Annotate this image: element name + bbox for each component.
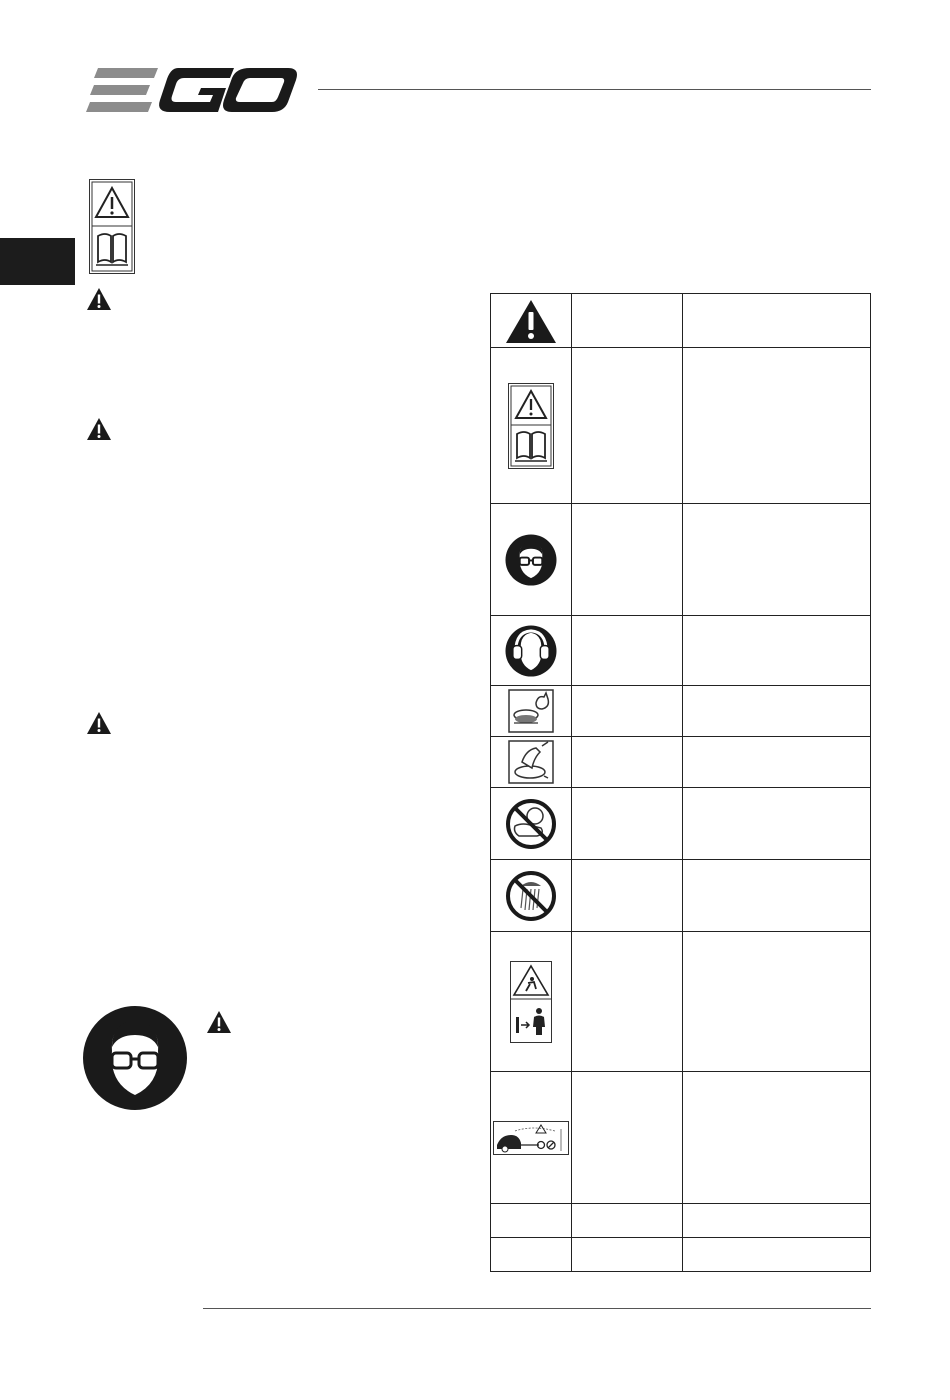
symbols-table [490, 293, 871, 1272]
explanation-cell [683, 294, 871, 348]
table-row [491, 860, 871, 932]
explanation-cell [683, 616, 871, 686]
bystander-hazard-icon [508, 689, 554, 733]
symbol-cell [491, 348, 572, 504]
table-row [491, 737, 871, 788]
keep-bystanders-away-label-icon [510, 961, 552, 1043]
table-row [491, 932, 871, 1072]
table-row [491, 616, 871, 686]
symbol-cell [491, 860, 572, 932]
language-tab [0, 238, 75, 285]
thrown-objects-icon [508, 740, 554, 784]
symbol-cell [491, 932, 572, 1072]
symbol-cell [491, 686, 572, 737]
header-rule [318, 89, 871, 90]
wear-eye-protection-icon [82, 1005, 188, 1111]
explanation-cell [683, 1204, 871, 1238]
symbol-name-cell [572, 686, 683, 737]
symbol-name-cell [572, 1238, 683, 1272]
no-hands-feet-near-blade-icon [505, 798, 557, 850]
symbol-cell [491, 294, 572, 348]
symbol-cell [491, 1204, 572, 1238]
table-row [491, 788, 871, 860]
symbol-cell [491, 504, 572, 616]
explanation-cell [683, 737, 871, 788]
symbol-name-cell [572, 788, 683, 860]
table-row [491, 294, 871, 348]
symbol-name-cell [572, 1204, 683, 1238]
wear-ear-protection-icon [505, 625, 557, 677]
symbol-name-cell [572, 504, 683, 616]
table-row [491, 348, 871, 504]
warning-icon [86, 287, 112, 311]
explanation-cell [683, 686, 871, 737]
read-manual-label-icon [89, 179, 135, 274]
do-not-expose-to-rain-icon [505, 870, 557, 922]
warning-icon [86, 711, 112, 735]
warning-icon [86, 417, 112, 441]
symbol-name-cell [572, 932, 683, 1072]
symbol-cell [491, 1072, 572, 1204]
table-row [491, 1204, 871, 1238]
explanation-cell [683, 860, 871, 932]
table-row [491, 1072, 871, 1204]
explanation-cell [683, 348, 871, 504]
symbol-cell [491, 616, 572, 686]
wear-eye-protection-icon [505, 534, 557, 586]
footer-rule [203, 1308, 871, 1309]
safety-distance-label-icon [493, 1121, 569, 1155]
symbol-name-cell [572, 737, 683, 788]
table-row [491, 686, 871, 737]
explanation-cell [683, 504, 871, 616]
symbol-name-cell [572, 1072, 683, 1204]
explanation-cell [683, 1072, 871, 1204]
explanation-cell [683, 788, 871, 860]
read-manual-label-icon [508, 383, 554, 469]
warning-triangle-icon [505, 298, 557, 344]
symbol-name-cell [572, 616, 683, 686]
symbol-cell [491, 788, 572, 860]
symbol-name-cell [572, 348, 683, 504]
symbol-name-cell [572, 860, 683, 932]
table-row [491, 1238, 871, 1272]
symbol-name-cell [572, 294, 683, 348]
warning-icon [206, 1010, 232, 1034]
symbol-cell [491, 1238, 572, 1272]
explanation-cell [683, 932, 871, 1072]
symbol-cell [491, 737, 572, 788]
ego-logo [86, 66, 298, 114]
explanation-cell [683, 1238, 871, 1272]
table-row [491, 504, 871, 616]
